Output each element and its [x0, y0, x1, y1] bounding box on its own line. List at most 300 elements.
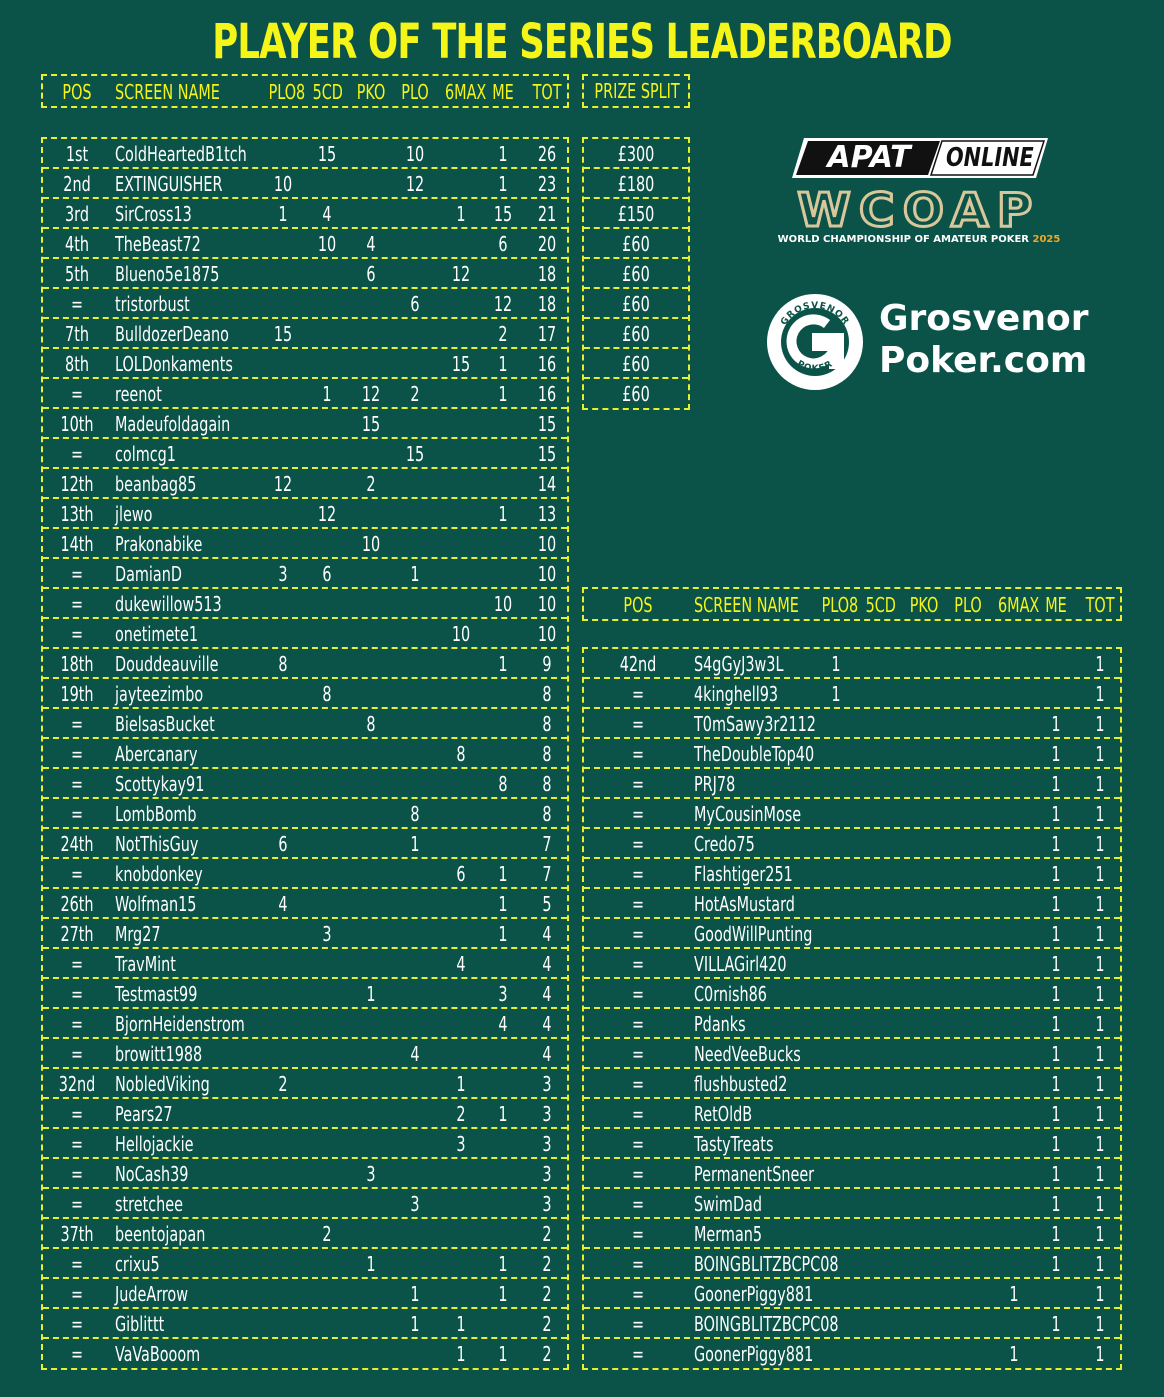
cell-6max [445, 559, 477, 589]
cell-tot: 4 [542, 922, 552, 946]
cell-me: 1 [1051, 1312, 1061, 1336]
cell-me: 1 [498, 172, 508, 196]
cell-pko [910, 1159, 939, 1189]
cell-6max [445, 319, 477, 349]
cell-pko [910, 1249, 939, 1279]
cell-6max: 6 [456, 862, 466, 886]
cell-me: 1 [498, 922, 508, 946]
cell-me: 1 [1051, 802, 1061, 826]
prize-row [584, 139, 688, 169]
table-row [43, 739, 567, 769]
table-row [584, 919, 1120, 949]
cell-6max [445, 499, 477, 529]
cell-pos: 13th [60, 502, 94, 526]
cell-plo [401, 319, 430, 349]
cell-pos: = [631, 1042, 645, 1066]
table-row [43, 319, 567, 349]
cell-plo [954, 1039, 983, 1069]
cell-tot: 18 [537, 292, 557, 316]
cell-plo8 [822, 1309, 851, 1339]
cell-plo8 [269, 1339, 298, 1369]
table-row [43, 499, 567, 529]
table-row [43, 349, 567, 379]
cell-5cd [313, 979, 342, 1009]
cell-pko [357, 919, 386, 949]
cell-plo8: 1 [831, 682, 841, 706]
table-row [584, 799, 1120, 829]
cell-plo [401, 709, 430, 739]
cell-plo8 [269, 739, 298, 769]
table-row [584, 1039, 1120, 1069]
cell-plo8 [269, 619, 298, 649]
cell-me [489, 1159, 518, 1189]
cell-plo8 [269, 1159, 298, 1189]
cell-plo: 4 [410, 1042, 420, 1066]
cell-me: 1 [498, 652, 508, 676]
cell-5cd [866, 979, 895, 1009]
cell-tot: 3 [542, 1072, 552, 1096]
cell-5cd [313, 1099, 342, 1129]
cell-6max [445, 1189, 477, 1219]
prize-amount: £60 [622, 322, 650, 346]
cell-pos: = [631, 922, 645, 946]
grosvenor-logo [765, 292, 1089, 392]
cell-screen-name: 4kinghell93 [694, 682, 779, 706]
cell-plo [401, 199, 430, 229]
cell-5cd [866, 1159, 895, 1189]
cell-plo8 [269, 259, 298, 289]
cell-tot: 3 [542, 1132, 552, 1156]
cell-screen-name: colmcg1 [115, 442, 176, 466]
cell-me [489, 1039, 518, 1069]
table-row [584, 1009, 1120, 1039]
cell-pos: 27th [60, 922, 94, 946]
cell-6max [998, 649, 1030, 679]
cell-6max [445, 1279, 477, 1309]
cell-pos: = [70, 1162, 84, 1186]
cell-me [489, 799, 518, 829]
cell-pko [910, 799, 939, 829]
cell-plo8: 1 [831, 652, 841, 676]
cell-me [1042, 1279, 1071, 1309]
cell-screen-name: flushbusted2 [694, 1072, 788, 1096]
cell-me [489, 1129, 518, 1159]
table-row [43, 1099, 567, 1129]
table-row [584, 679, 1120, 709]
table-row [43, 1249, 567, 1279]
cell-5cd [313, 859, 342, 889]
cell-tot: 1 [1095, 1312, 1105, 1336]
cell-5cd [313, 1309, 342, 1339]
table-row [584, 1249, 1120, 1279]
cell-me [1042, 649, 1071, 679]
cell-pos: = [631, 682, 645, 706]
cell-screen-name: Prakonabike [115, 532, 203, 556]
cell-5cd [866, 1249, 895, 1279]
cell-5cd: 2 [322, 1222, 332, 1246]
cell-pko: 1 [366, 982, 376, 1006]
cell-plo [401, 1219, 430, 1249]
cell-plo [954, 1279, 983, 1309]
cell-plo8 [822, 919, 851, 949]
cell-me [1042, 1339, 1071, 1369]
cell-screen-name: Blueno5e1875 [115, 262, 220, 286]
cell-me: 1 [1051, 1252, 1061, 1276]
cell-5cd [313, 349, 342, 379]
cell-screen-name: C0rnish86 [694, 982, 767, 1006]
cell-pos: = [70, 862, 84, 886]
cell-screen-name: crixu5 [115, 1252, 160, 1276]
cell-pos: = [70, 292, 84, 316]
table-row [43, 169, 567, 199]
cell-plo8 [269, 709, 298, 739]
cell-plo8 [822, 1129, 851, 1159]
table-row [43, 1159, 567, 1189]
cell-plo [401, 589, 430, 619]
cell-tot: 1 [1095, 952, 1105, 976]
cell-plo [954, 679, 983, 709]
cell-5cd: 1 [322, 382, 332, 406]
cell-6max: 1 [456, 1342, 466, 1366]
wcoap-logo [766, 183, 1072, 250]
cell-plo [954, 1099, 983, 1129]
cell-plo [954, 739, 983, 769]
cell-pko [910, 829, 939, 859]
cell-tot: 10 [537, 532, 557, 556]
cell-6max: 1 [456, 1072, 466, 1096]
cell-6max [998, 1069, 1030, 1099]
cell-6max [445, 1009, 477, 1039]
cell-me [489, 259, 518, 289]
cell-5cd [866, 679, 895, 709]
cell-plo [401, 1009, 430, 1039]
table-row [584, 1159, 1120, 1189]
cell-5cd [313, 289, 342, 319]
cell-plo [954, 979, 983, 1009]
cell-6max [998, 829, 1030, 859]
cell-screen-name: BielsasBucket [115, 712, 215, 736]
cell-pos: = [70, 1102, 84, 1126]
online-text: ONLINE [946, 143, 1034, 173]
cell-tot: 23 [537, 172, 557, 196]
cell-6max [445, 439, 477, 469]
cell-pko [357, 499, 386, 529]
cell-6max [445, 529, 477, 559]
cell-pko [910, 1219, 939, 1249]
cell-me: 1 [498, 862, 508, 886]
cell-tot: 1 [1095, 1192, 1105, 1216]
cell-6max [445, 139, 477, 169]
cell-me: 1 [498, 142, 508, 166]
cell-pko [357, 649, 386, 679]
cell-5cd [313, 259, 342, 289]
wcoap-year: 2025 [1032, 234, 1061, 245]
cell-plo8 [269, 229, 298, 259]
cell-plo8: 2 [278, 1072, 288, 1096]
cell-pos: = [631, 1342, 645, 1366]
cell-screen-name: BOINGBLITZBCPC08 [694, 1312, 839, 1336]
cell-pko [357, 829, 386, 859]
cell-plo8 [269, 349, 298, 379]
cell-pko [357, 289, 386, 319]
cell-plo [954, 769, 983, 799]
cell-tot: 18 [537, 262, 557, 286]
cell-plo [401, 649, 430, 679]
cell-pko [910, 859, 939, 889]
table-row [43, 199, 567, 229]
cell-6max [998, 769, 1030, 799]
cell-pko [910, 1279, 939, 1309]
cell-tot: 7 [542, 832, 552, 856]
table-row [584, 1099, 1120, 1129]
cell-me: 1 [1051, 712, 1061, 736]
grosvenor-ring-bottom: POKER [795, 359, 835, 375]
cell-tot: 16 [537, 382, 557, 406]
cell-6max: 8 [456, 742, 466, 766]
cell-tot: 1 [1095, 682, 1105, 706]
cell-plo: 1 [410, 1312, 420, 1336]
cell-plo [954, 859, 983, 889]
cell-me [489, 739, 518, 769]
cell-pos: 14th [60, 532, 94, 556]
page-title: PLAYER OF THE SERIES LEADERBOARD [212, 14, 952, 70]
cell-pos: 19th [60, 682, 94, 706]
cell-5cd [866, 1309, 895, 1339]
cell-pko [357, 1009, 386, 1039]
cell-screen-name: Wolfman15 [115, 892, 197, 916]
cell-tot: 4 [542, 1042, 552, 1066]
cell-tot: 4 [542, 982, 552, 1006]
cell-pos: = [631, 712, 645, 736]
cell-pko [910, 739, 939, 769]
cell-pos: 18th [60, 652, 94, 676]
cell-5cd [313, 1069, 342, 1099]
cell-6max [445, 709, 477, 739]
cell-plo [954, 1249, 983, 1279]
table-row [584, 1189, 1120, 1219]
table-row [584, 1339, 1120, 1369]
cell-pos: = [70, 382, 84, 406]
left-header-row [41, 74, 569, 108]
cell-tot: 1 [1095, 1132, 1105, 1156]
cell-6max: 1 [456, 1312, 466, 1336]
cell-plo8: 12 [273, 472, 293, 496]
cell-plo [401, 529, 430, 559]
cell-tot: 1 [1095, 742, 1105, 766]
cell-5cd [313, 169, 342, 199]
table-row [43, 379, 567, 409]
cell-5cd [313, 709, 342, 739]
prize-row [584, 229, 688, 259]
cell-me: 1 [498, 1252, 508, 1276]
cell-me: 1 [498, 382, 508, 406]
cell-6max: 4 [456, 952, 466, 976]
table-row [43, 889, 567, 919]
cell-screen-name: Madeufoldagain [115, 412, 231, 436]
prize-amount: £60 [622, 262, 650, 286]
cell-pos: = [631, 802, 645, 826]
cell-5cd [866, 1339, 895, 1369]
cell-pko [357, 559, 386, 589]
cell-plo [401, 919, 430, 949]
cell-6max [998, 1129, 1030, 1159]
prize-amount: £60 [622, 382, 650, 406]
cell-pko: 15 [361, 412, 381, 436]
cell-pko [357, 439, 386, 469]
cell-plo8: 6 [278, 832, 288, 856]
table-row [43, 709, 567, 739]
prize-split-header: PRIZE SPLIT [594, 79, 680, 103]
right-header-plo: PLO [954, 593, 982, 617]
cell-pko [357, 1189, 386, 1219]
cell-plo8: 3 [278, 562, 288, 586]
right-header-row [582, 587, 1122, 621]
cell-6max [445, 1039, 477, 1069]
table-row [43, 259, 567, 289]
cell-6max [445, 769, 477, 799]
cell-plo [401, 889, 430, 919]
cell-plo8 [822, 859, 851, 889]
cell-tot: 7 [542, 862, 552, 886]
cell-pko: 3 [366, 1162, 376, 1186]
cell-6max [998, 739, 1030, 769]
cell-plo: 12 [405, 172, 425, 196]
cell-6max [445, 1159, 477, 1189]
table-row [43, 289, 567, 319]
right-header-pko: PKO [909, 593, 939, 617]
cell-me: 1 [1051, 952, 1061, 976]
cell-5cd [313, 1339, 342, 1369]
cell-screen-name: T0mSawy3r2112 [694, 712, 816, 736]
table-row [584, 1279, 1120, 1309]
cell-plo [401, 859, 430, 889]
cell-pko [357, 319, 386, 349]
cell-tot: 1 [1095, 1222, 1105, 1246]
cell-screen-name: EXTINGUISHER [115, 172, 223, 196]
cell-tot: 3 [542, 1102, 552, 1126]
cell-me: 2 [498, 322, 508, 346]
cell-tot: 1 [1095, 862, 1105, 886]
cell-tot: 17 [537, 322, 557, 346]
cell-plo [954, 1339, 983, 1369]
cell-screen-name: Scottykay91 [115, 772, 205, 796]
cell-screen-name: BjornHeidenstrom [115, 1012, 245, 1036]
cell-screen-name: NobledViking [115, 1072, 210, 1096]
cell-5cd [313, 1279, 342, 1309]
cell-screen-name: TastyTreats [694, 1132, 774, 1156]
cell-plo [401, 979, 430, 1009]
cell-plo8 [269, 1249, 298, 1279]
table-row [584, 1309, 1120, 1339]
cell-6max [445, 919, 477, 949]
cell-me: 1 [1051, 1012, 1061, 1036]
cell-tot: 3 [542, 1162, 552, 1186]
cell-me: 1 [1051, 742, 1061, 766]
grosvenor-g-icon [765, 292, 865, 392]
cell-5cd [866, 919, 895, 949]
cell-plo8 [822, 1189, 851, 1219]
wcoap-subtitle: WORLD CHAMPIONSHIP OF AMATEUR POKER [777, 234, 1029, 245]
cell-5cd [313, 439, 342, 469]
cell-5cd [866, 1069, 895, 1099]
cell-me: 6 [498, 232, 508, 256]
table-row [43, 1069, 567, 1099]
cell-pos: = [70, 622, 84, 646]
cell-screen-name: onetimete1 [115, 622, 198, 646]
cell-screen-name: ColdHeartedB1tch [115, 142, 247, 166]
cell-tot: 5 [542, 892, 552, 916]
cell-screen-name: Pears27 [115, 1102, 173, 1126]
table-row [43, 1189, 567, 1219]
cell-pko: 10 [361, 532, 381, 556]
right-header-me: ME [1045, 593, 1067, 617]
prize-row [584, 199, 688, 229]
cell-tot: 21 [537, 202, 557, 226]
cell-pko [357, 769, 386, 799]
cell-6max [998, 919, 1030, 949]
cell-tot: 1 [1095, 1102, 1105, 1126]
cell-plo [401, 469, 430, 499]
cell-screen-name: RetOldB [694, 1102, 753, 1126]
cell-plo [401, 259, 430, 289]
cell-pko [910, 979, 939, 1009]
cell-tot: 15 [537, 412, 557, 436]
cell-screen-name: beanbag85 [115, 472, 197, 496]
cell-pko: 1 [366, 1252, 376, 1276]
cell-6max [445, 799, 477, 829]
prize-amount: £60 [622, 352, 650, 376]
cell-pko [910, 769, 939, 799]
table-row [43, 409, 567, 439]
cell-plo: 6 [410, 292, 420, 316]
grosvenor-brand-line2: Poker.com [879, 340, 1088, 381]
cell-me: 8 [498, 772, 508, 796]
cell-plo [954, 1189, 983, 1219]
cell-screen-name: browitt1988 [115, 1042, 203, 1066]
cell-pos: = [631, 772, 645, 796]
cell-plo8 [269, 769, 298, 799]
cell-5cd [313, 529, 342, 559]
cell-tot: 2 [542, 1342, 552, 1366]
cell-tot: 10 [537, 592, 557, 616]
table-row [43, 469, 567, 499]
cell-5cd [866, 1039, 895, 1069]
cell-plo8 [269, 289, 298, 319]
table-row [584, 1069, 1120, 1099]
cell-plo8: 4 [278, 892, 288, 916]
cell-6max: 1 [456, 202, 466, 226]
cell-plo [401, 1249, 430, 1279]
cell-screen-name: stretchee [115, 1192, 183, 1216]
cell-plo [401, 499, 430, 529]
cell-5cd [313, 469, 342, 499]
cell-pos: 4th [65, 232, 89, 256]
left-header-plo8: PLO8 [268, 80, 306, 104]
cell-6max [445, 979, 477, 1009]
cell-plo8 [822, 829, 851, 859]
table-row [584, 649, 1120, 679]
cell-plo8 [822, 1009, 851, 1039]
table-row [584, 739, 1120, 769]
cell-me: 1 [498, 1282, 508, 1306]
prize-amount: £60 [622, 292, 650, 316]
cell-6max [998, 1099, 1030, 1129]
cell-6max [445, 889, 477, 919]
cell-6max [998, 679, 1030, 709]
cell-pos: = [631, 1012, 645, 1036]
table-row [584, 709, 1120, 739]
cell-pko [357, 859, 386, 889]
